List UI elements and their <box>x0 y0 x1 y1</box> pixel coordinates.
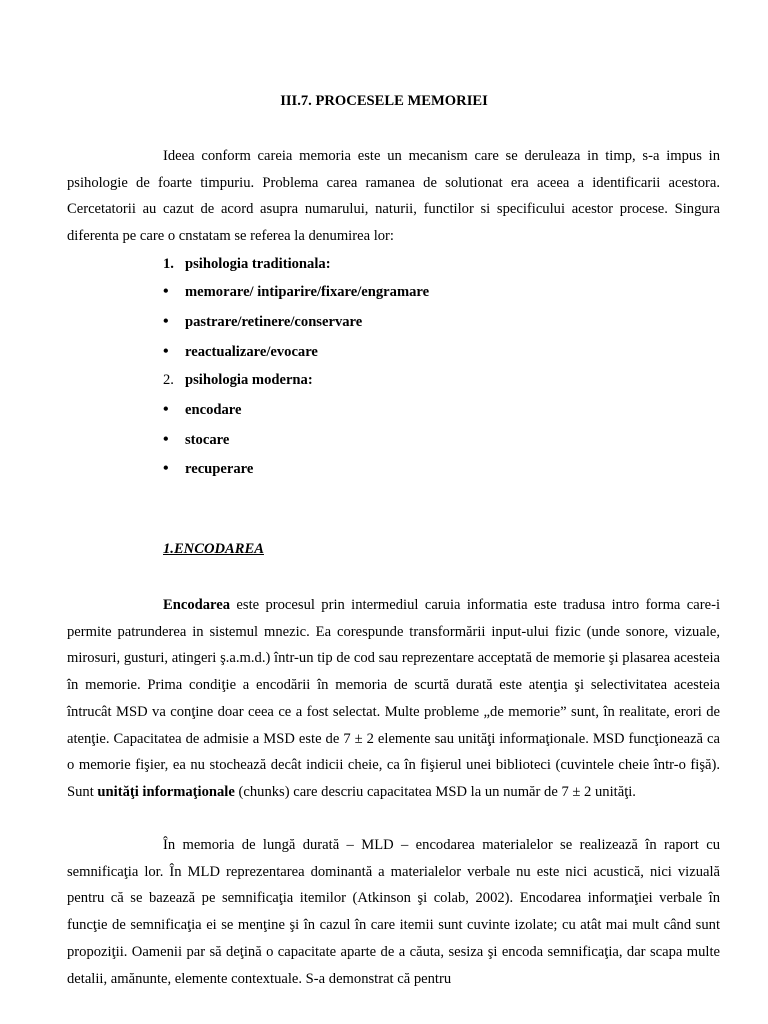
list-item-label: reactualizare/evocare <box>185 344 318 360</box>
bullet-icon: • <box>163 343 169 360</box>
list-item-label: recuperare <box>185 461 254 477</box>
bullet-icon: • <box>163 460 169 477</box>
list-item <box>163 431 229 449</box>
list-item <box>163 343 318 361</box>
mld-paragraph: În memoria de lungă durată – MLD – encodarea materialelor se realizează în raport cu semnificaţia lor. În MLD reprezentarea dominantă a materialelor verbale nu este nici acustică, nici vizuală pentru că se bazează pe semnificaţia itemilor (Atkinson şi colab, 2002). Encodarea informaţiei verbale în funcţie de semnificaţia ei se menţine şi în cazul în care itemii sunt cuvinte izolate; cu atât mai mult când sunt propoziţii. Oamenii par să deţină o capacitate aparte de a căuta, sesiza şi encoda semnificaţia, dar scapa multe detalii, amănunte, elemente contextuale. S-a demonstrat că pentru <box>67 837 720 987</box>
bullet-icon: • <box>163 431 169 448</box>
bold-term: unităţi informaţionale <box>97 783 235 800</box>
encodarea-paragraph <box>67 592 720 806</box>
paragraph-text: este procesul prin intermediul caruia informatia este tradusa intro forma care-i permite patrunderea in sistemul mnezic. Ea corespunde transformării input-ului fizic (unde sonore, vizuale, mirosuri, gusturi, atingeri ş.a.m.d.) într-un tip de cod sau reprezentare acceptată de memorie şi plasarea acesteia în memorie. Prima condiţie a encodării în memoria de scurtă durată este atenţia şi selectivitatea acesteia întrucât MSD va conţine doar ceea ce a fost selectat. Multe probleme „de memorie” sunt, în realitate, erori de atenţie. Capacitatea de admisie a MSD este de 7 ± 2 elemente sau unităţi informaţionale. MSD funcţionează ca o memorie fişier, ea nu stochează decât indicii cheie, ca în fişierul unei biblioteci (cuvintele cheie într-o fişă). Sunt <box>67 597 720 800</box>
bullet-icon: • <box>163 283 169 300</box>
bullet-icon: • <box>163 313 169 330</box>
bullet-icon: • <box>163 401 169 418</box>
page-title: III.7. PROCESELE MEMORIEI <box>280 93 488 109</box>
list-group-modern <box>163 372 313 389</box>
list-item <box>163 401 241 419</box>
list-group-traditional <box>163 256 331 273</box>
list-item <box>163 283 429 301</box>
list-item-label: stocare <box>185 432 230 448</box>
paragraph-text: (chunks) care descriu capacitatea MSD la un număr de 7 ± 2 unităţi. <box>234 783 636 800</box>
section-heading: 1.ENCODAREA <box>163 541 264 557</box>
list-item-label: encodare <box>185 402 242 418</box>
bold-term: Encodarea <box>163 597 231 613</box>
list-item-label: memorare/ intiparire/fixare/engramare <box>185 284 430 300</box>
intro-paragraph: Ideea conform careia memoria este un mecanism care se deruleaza in timp, s-a impus in psihologie de foarte timpuriu. Problema carea ramanea de solutionat era aceea a identificarii acestora. Cercetatorii au cazut de acord asupra numarului, naturii, functilor si specificului acestor procese. Singura diferenta pe care o cnstatam se referea la denumirea lor: <box>67 148 720 245</box>
list-group-label: psihologia moderna: <box>185 372 313 388</box>
list-item <box>163 460 253 478</box>
list-item-label: pastrare/retinere/conservare <box>185 314 363 330</box>
list-item <box>163 313 362 331</box>
list-number: 2. <box>163 372 174 388</box>
list-group-label: psihologia traditionala: <box>185 256 331 272</box>
list-number: 1. <box>163 256 174 272</box>
